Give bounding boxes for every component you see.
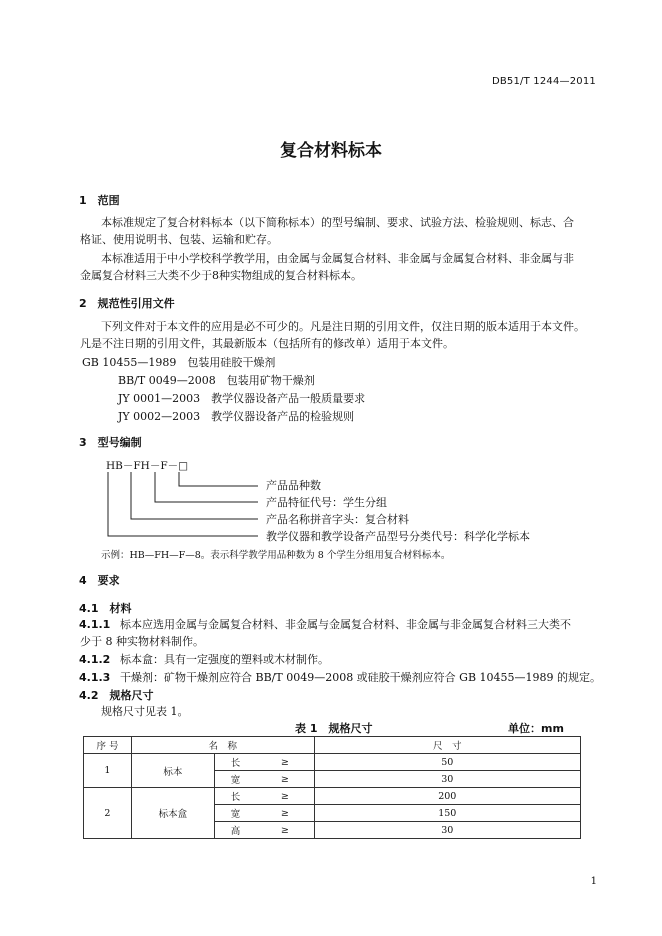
model-label: 产品名称拼音字头：复合材料 [266, 513, 409, 526]
dimension-name: 宽 [214, 805, 256, 822]
reference-item: JY 0002—2003 教学仪器设备产品的检验规则 [118, 410, 355, 423]
section-4-2-heading: 4.2 规格尺寸 [79, 689, 154, 702]
model-example: 示例：HB—FH—F—8。表示科学教学用品种数为 8 个学生分组用复合材料标本。 [101, 550, 451, 561]
clause-number: 4.1.1 [79, 618, 111, 631]
table-unit: 单位：mm [508, 722, 564, 735]
clause-number: 4.1.2 [79, 653, 111, 666]
dimension-value: 30 [314, 771, 580, 788]
clause-number: 4.1.3 [79, 671, 111, 684]
item-name: 标本 [131, 754, 214, 788]
table-header-cell: 名 称 [131, 737, 314, 754]
comparator: ≥ [256, 788, 314, 805]
dimension-value: 200 [314, 788, 580, 805]
clause-4-1-3: 干燥剂：矿物干燥剂应符合 BB/T 0049—2008 或硅胶干燥剂应符合 GB 10455—1989 的规定。 [120, 671, 602, 684]
row-number: 2 [84, 788, 132, 839]
model-code: HB－FH－F－□ [106, 460, 189, 472]
comparator: ≥ [256, 771, 314, 788]
table-caption: 表 1 规格尺寸 [295, 722, 373, 735]
table-row [84, 788, 581, 805]
reference-item: BB/T 0049—2008 包装用矿物干燥剂 [118, 374, 315, 387]
section-2-para-line-2: 凡是不注日期的引用文件，其最新版本（包括所有的修改单）适用于本文件。 [80, 337, 454, 350]
page-number: 1 [590, 876, 597, 887]
document-code: DB51/T 1244—2011 [491, 76, 596, 87]
dimension-value: 30 [314, 822, 580, 839]
document-title: 复合材料标本 [280, 141, 382, 161]
connector-line [179, 472, 258, 486]
reference-item: GB 10455—1989 包装用硅胶干燥剂 [82, 356, 276, 369]
section-2-para-line-1: 下列文件对于本文件的应用是必不可少的。凡是注日期的引用文件，仅注日期的版本适用于本文件。 [101, 320, 585, 333]
reference-item: JY 0001—2003 教学仪器设备产品一般质量要求 [118, 392, 366, 405]
table-header-cell: 尺 寸 [314, 737, 580, 754]
model-label: 产品特征代号：学生分组 [266, 496, 387, 509]
connector-line [131, 472, 258, 519]
connector-line [155, 472, 258, 502]
dimension-name: 宽 [214, 771, 256, 788]
section-4-1-heading: 4.1 材料 [79, 602, 132, 615]
section-1-para-2-line-2: 金属复合材料三大类不少于8种实物组成的复合材料标本。 [80, 269, 362, 282]
section-1-heading: 1 范围 [79, 194, 120, 207]
section-2-heading: 2 规范性引用文件 [79, 297, 175, 310]
clause-4-1-1-line-2: 少于 8 种实物材料制作。 [80, 635, 204, 648]
dimension-name: 长 [214, 754, 256, 771]
dimension-value: 50 [314, 754, 580, 771]
comparator: ≥ [256, 822, 314, 839]
comparator: ≥ [256, 754, 314, 771]
model-label: 产品品种数 [266, 479, 321, 492]
spec-table [83, 736, 581, 839]
item-name: 标本盒 [131, 788, 214, 839]
clause-4-1-1-line-1: 标本应选用金属与金属复合材料、非金属与金属复合材料、非金属与非金属复合材料三大类不 [120, 618, 571, 631]
table-header-row [84, 737, 581, 754]
section-3-heading: 3 型号编制 [79, 436, 142, 449]
comparator: ≥ [256, 805, 314, 822]
row-number: 1 [84, 754, 132, 788]
section-1-para-1-line-2: 格证、使用说明书、包装、运输和贮存。 [80, 233, 278, 246]
section-4-heading: 4 要求 [79, 574, 120, 587]
dimension-value: 150 [314, 805, 580, 822]
section-1-para-2-line-1: 本标准适用于中小学校科学教学用，由金属与金属复合材料、非金属与金属复合材料、非金属与非 [101, 252, 574, 265]
model-label: 教学仪器和教学设备产品型号分类代号：科学化学标本 [266, 530, 530, 543]
table-row [84, 754, 581, 771]
section-4-2-text: 规格尺寸见表 1。 [101, 705, 189, 718]
dimension-name: 长 [214, 788, 256, 805]
section-1-para-1-line-1: 本标准规定了复合材料标本（以下简称标本）的型号编制、要求、试验方法、检验规则、标志、合 [101, 216, 574, 229]
clause-4-1-2: 标本盒：具有一定强度的塑料或木材制作。 [120, 653, 329, 666]
dimension-name: 高 [214, 822, 256, 839]
table-header-cell: 序 号 [84, 737, 132, 754]
